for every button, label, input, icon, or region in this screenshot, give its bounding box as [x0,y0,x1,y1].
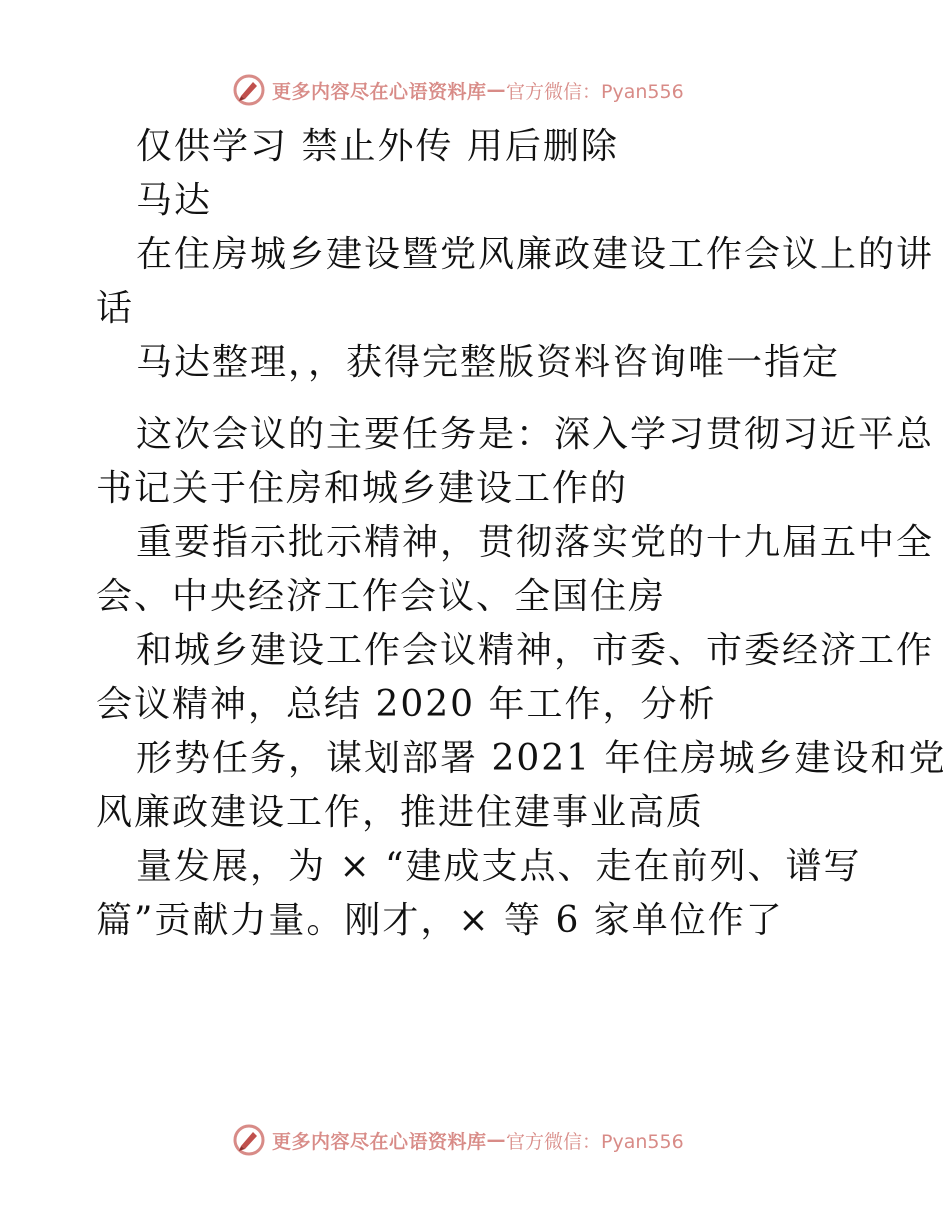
notice-line: 仅供学习 禁止外传 用后删除 [136,126,619,167]
paragraph-line: 会议精神，总结 2020 年工作，分析 [96,684,717,725]
banner-wechat: 官方微信：Pyan556 [506,1130,684,1153]
paragraph-line: 会、中央经济工作会议、全国住房 [96,576,667,617]
banner-title: 更多内容尽在心语资料库 [272,80,487,103]
paragraph-line: 形势任务，谋划部署 2021 年住房城乡建设和党 [136,738,947,779]
banner-title: 更多内容尽在心语资料库 [272,1130,487,1153]
paragraph-line: 重要指示批示精神，贯彻落实党的十九届五中全 [136,522,935,563]
footer-watermark [232,1120,752,1160]
title-line-2: 话 [96,288,135,329]
paragraph-line: 风廉政建设工作，推进住建事业高质 [96,792,705,833]
source-line: 马达整理，，获得完整版资料咨询唯一指定 [136,342,841,383]
brand-logo-icon [232,73,266,107]
header-watermark [232,70,752,110]
title-line-1: 在住房城乡建设暨党风廉政建设工作会议上的讲 [136,234,935,275]
paragraph-line: 量发展，为 × “建成支点、走在前列、谱写 [136,846,862,887]
document-body [96,120,947,948]
paragraph-line: 这次会议的主要任务是：深入学习贯彻习近平总 [136,414,935,455]
paragraph-line: 和城乡建设工作会议精神，市委、市委经济工作 [136,630,935,671]
banner-separator: — [486,79,507,101]
paragraph-line: 篇”贡献力量。刚才，× 等 6 家单位作了 [96,900,784,941]
banner-wechat: 官方微信：Pyan556 [506,80,684,103]
brand-logo-icon [232,1123,266,1157]
author-line: 马达 [136,180,213,221]
banner-separator: — [486,1129,507,1151]
paragraph-line: 书记关于住房和城乡建设工作的 [96,468,629,509]
